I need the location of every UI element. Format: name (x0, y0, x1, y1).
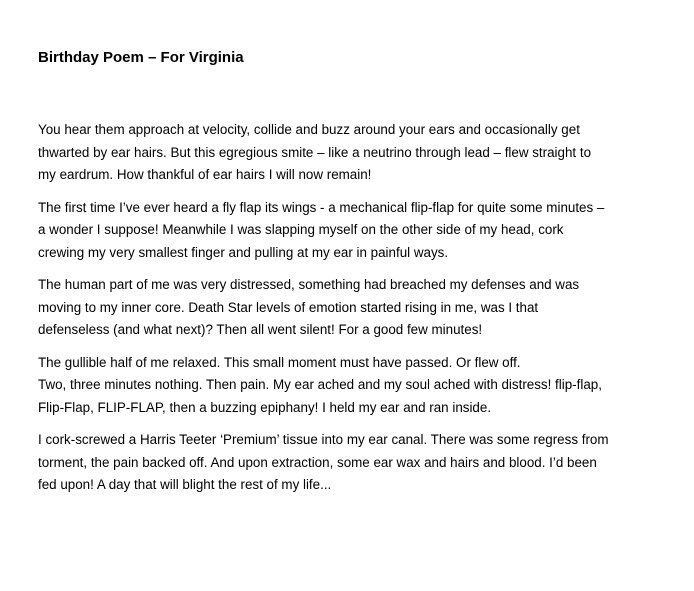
paragraph-4 (38, 352, 678, 420)
text-line: The gullible half of me relaxed. This small moment must have passed. Or flew off. (38, 354, 521, 370)
text-line: moving to my inner core. Death Star levels of emotion started rising in me, was I that (38, 299, 539, 315)
text-line: Flip-Flap, FLIP-FLAP, then a buzzing epiphany! I held my ear and ran inside. (38, 399, 492, 415)
paragraph-3 (38, 274, 678, 342)
text-line: You hear them approach at velocity, collide and buzz around your ears and occasionally get (38, 122, 580, 137)
text-line: The human part of me was very distressed, something had breached my defenses and was (38, 277, 580, 292)
text-line: thwarted by ear hairs. But this egregious smite – like a neutrino through lead – flew straight to (38, 144, 592, 160)
text-line: crewing my very smallest finger and pulling at my ear in painful ways. (38, 244, 449, 260)
page-title: Birthday Poem – For Virginia (38, 49, 244, 66)
text-line: torment, the pain backed off. And upon extraction, some ear wax and hairs and blood. I’d been (38, 454, 597, 470)
text-line: fed upon! A day that will blight the rest of my life... (38, 477, 332, 492)
text-line: defenseless (and what next)? Then all went silent! For a good few minutes! (38, 322, 483, 337)
paragraph-5 (38, 429, 678, 497)
text-line: I cork-screwed a Harris Teeter ‘Premium’ tissue into my ear canal. There was some regress from (38, 432, 609, 447)
paragraph-1 (38, 119, 678, 187)
text-line: Two, three minutes nothing. Then pain. My ear ached and my soul ached with distress! flip-flap, (38, 377, 602, 392)
text-line: The first time I’ve ever heard a fly flap its wings - a mechanical flip-flap for quite some minutes – (38, 199, 605, 215)
poem-body (38, 119, 678, 507)
text-line: my eardrum. How thankful of ear hairs I will now remain! (38, 167, 372, 182)
text-line: a wonder I suppose! Meanwhile I was slapping myself on the other side of my head, cork (38, 222, 564, 237)
paragraph-2 (38, 197, 678, 265)
